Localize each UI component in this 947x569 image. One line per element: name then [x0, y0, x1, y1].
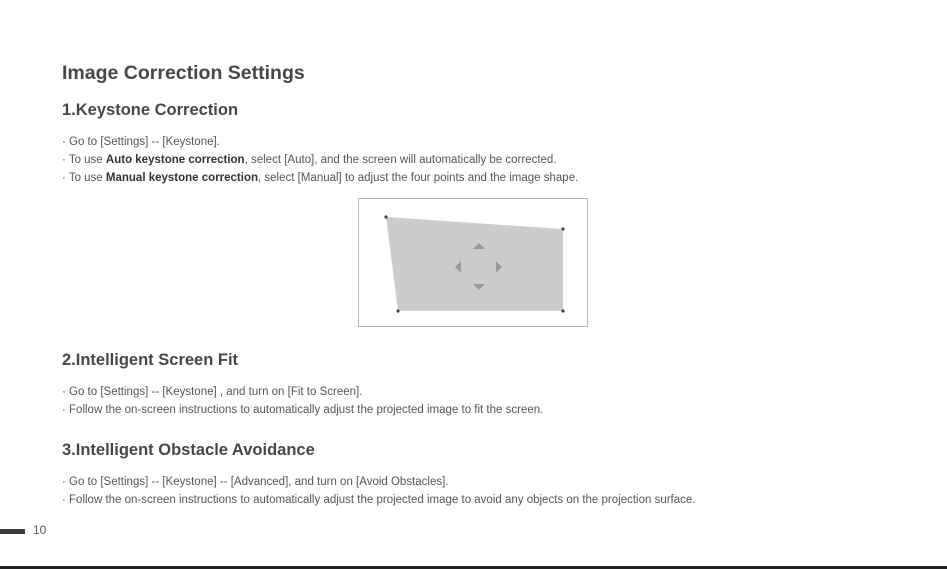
corner-point-icon	[396, 309, 399, 312]
corner-point-icon	[384, 215, 387, 218]
screen-fit-bullet-list	[62, 383, 543, 419]
bullet-item	[62, 491, 695, 509]
bullet-item	[62, 473, 695, 491]
bullet-item	[62, 151, 578, 169]
corner-point-icon	[561, 309, 564, 312]
bullet-text: · To use	[62, 154, 106, 166]
bullet-item	[62, 169, 578, 187]
bullet-text: , select [Auto], and the screen will automatically be corrected.	[244, 154, 557, 166]
page-number: 10	[33, 523, 47, 537]
page-number-bar	[0, 529, 25, 534]
bullet-emphasis: Auto keystone correction	[105, 154, 245, 166]
keystone-shape	[386, 217, 563, 311]
bullet-text: · Go to [Settings] -- [Keystone] -- [Advanced], and turn on [Avoid Obstacles].	[62, 476, 449, 488]
section-heading-obstacle-avoidance: 3.Intelligent Obstacle Avoidance	[62, 441, 315, 459]
keystone-diagram	[358, 198, 588, 327]
obstacle-avoidance-bullet-list	[62, 473, 695, 509]
bullet-text: · Go to [Settings] -- [Keystone] , and turn on [Fit to Screen].	[62, 386, 363, 398]
bullet-item	[62, 383, 543, 401]
bullet-text: · Follow the on-screen instructions to automatically adjust the projected image to avoid any objects on the projection surface.	[62, 494, 696, 506]
bullet-item	[62, 401, 543, 419]
keystone-diagram-svg	[359, 199, 589, 328]
bullet-text: · Go to [Settings] -- [Keystone].	[62, 136, 220, 148]
corner-point-icon	[561, 227, 564, 230]
section-heading-keystone: 1.Keystone Correction	[62, 101, 239, 119]
page-title: Image Correction Settings	[62, 62, 305, 84]
keystone-bullet-list	[62, 133, 578, 187]
section-heading-screen-fit: 2.Intelligent Screen Fit	[62, 351, 239, 369]
bullet-emphasis: Manual keystone correction	[105, 172, 259, 184]
bullet-item	[62, 133, 578, 151]
bullet-text: , select [Manual] to adjust the four points and the image shape.	[258, 172, 579, 184]
bullet-text: · Follow the on-screen instructions to automatically adjust the projected image to fit the screen.	[62, 404, 544, 416]
bullet-text: · To use	[62, 172, 106, 184]
